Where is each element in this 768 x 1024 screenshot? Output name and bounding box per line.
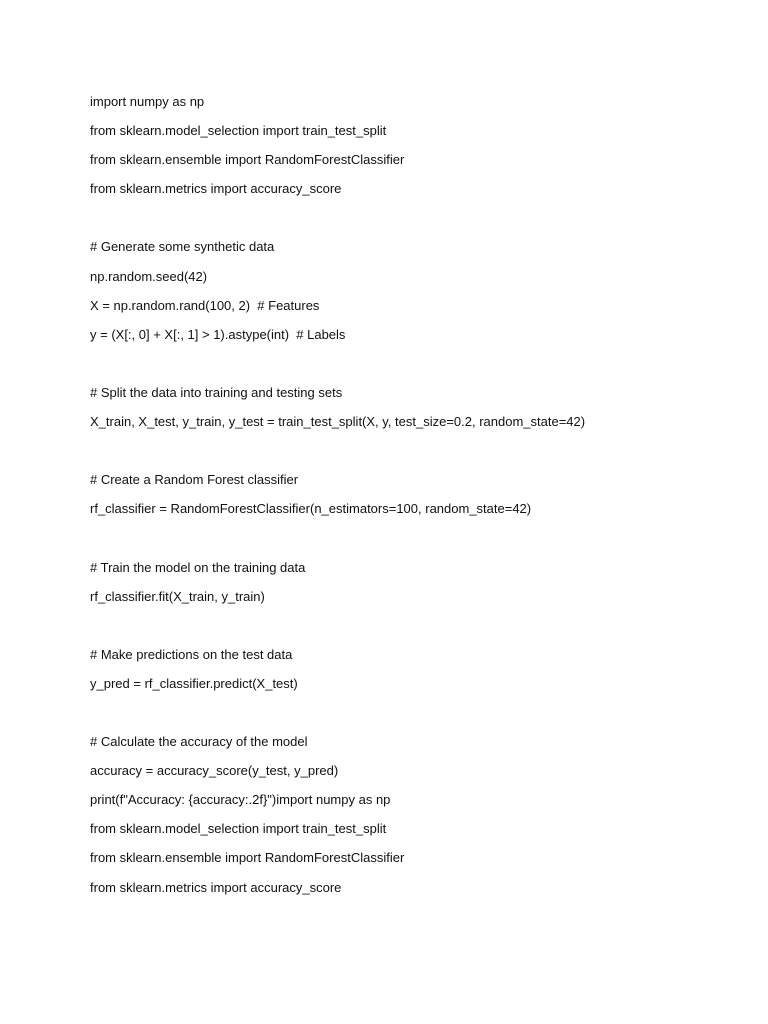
- code-comment-line: # Split the data into training and testing sets: [90, 384, 343, 400]
- blank-line: [90, 208, 750, 237]
- code-line: rf_classifier.fit(X_train, y_train): [90, 588, 265, 604]
- code-line: from sklearn.model_selection import train_test_split: [90, 123, 387, 139]
- code-line: X_train, X_test, y_train, y_test = train_test_split(X, y, test_size=0.2, random_state=42): [90, 414, 586, 430]
- code-comment-line: # Make predictions on the test data: [90, 646, 293, 662]
- code-line: print(f"Accuracy: {accuracy:.2f}")import numpy as np: [90, 792, 391, 808]
- code-line: y_pred = rf_classifier.predict(X_test): [90, 675, 298, 691]
- code-line: from sklearn.model_selection import train_test_split: [90, 821, 387, 837]
- code-line: from sklearn.ensemble import RandomForestClassifier: [90, 850, 405, 866]
- code-text-block: [90, 92, 750, 907]
- code-comment-line: # Calculate the accuracy of the model: [90, 734, 308, 750]
- blank-line: [90, 616, 750, 645]
- blank-line: [90, 441, 750, 470]
- code-line: y = (X[:, 0] + X[:, 1] > 1).astype(int) # Labels: [90, 326, 346, 342]
- blank-line: [90, 703, 750, 732]
- blank-line: [90, 354, 750, 383]
- code-line: np.random.seed(42): [90, 268, 208, 284]
- code-comment-line: # Generate some synthetic data: [90, 239, 275, 255]
- blank-line: [90, 528, 750, 557]
- code-line: from sklearn.metrics import accuracy_score: [90, 181, 342, 197]
- code-line: accuracy = accuracy_score(y_test, y_pred): [90, 763, 339, 779]
- code-comment-line: # Create a Random Forest classifier: [90, 472, 299, 488]
- code-line: import numpy as np: [90, 94, 205, 109]
- code-line: rf_classifier = RandomForestClassifier(n_estimators=100, random_state=42): [90, 501, 532, 517]
- code-line: from sklearn.metrics import accuracy_score: [90, 879, 342, 895]
- code-line: X = np.random.rand(100, 2) # Features: [90, 297, 320, 313]
- code-line: from sklearn.ensemble import RandomForestClassifier: [90, 152, 405, 168]
- code-comment-line: # Train the model on the training data: [90, 559, 306, 575]
